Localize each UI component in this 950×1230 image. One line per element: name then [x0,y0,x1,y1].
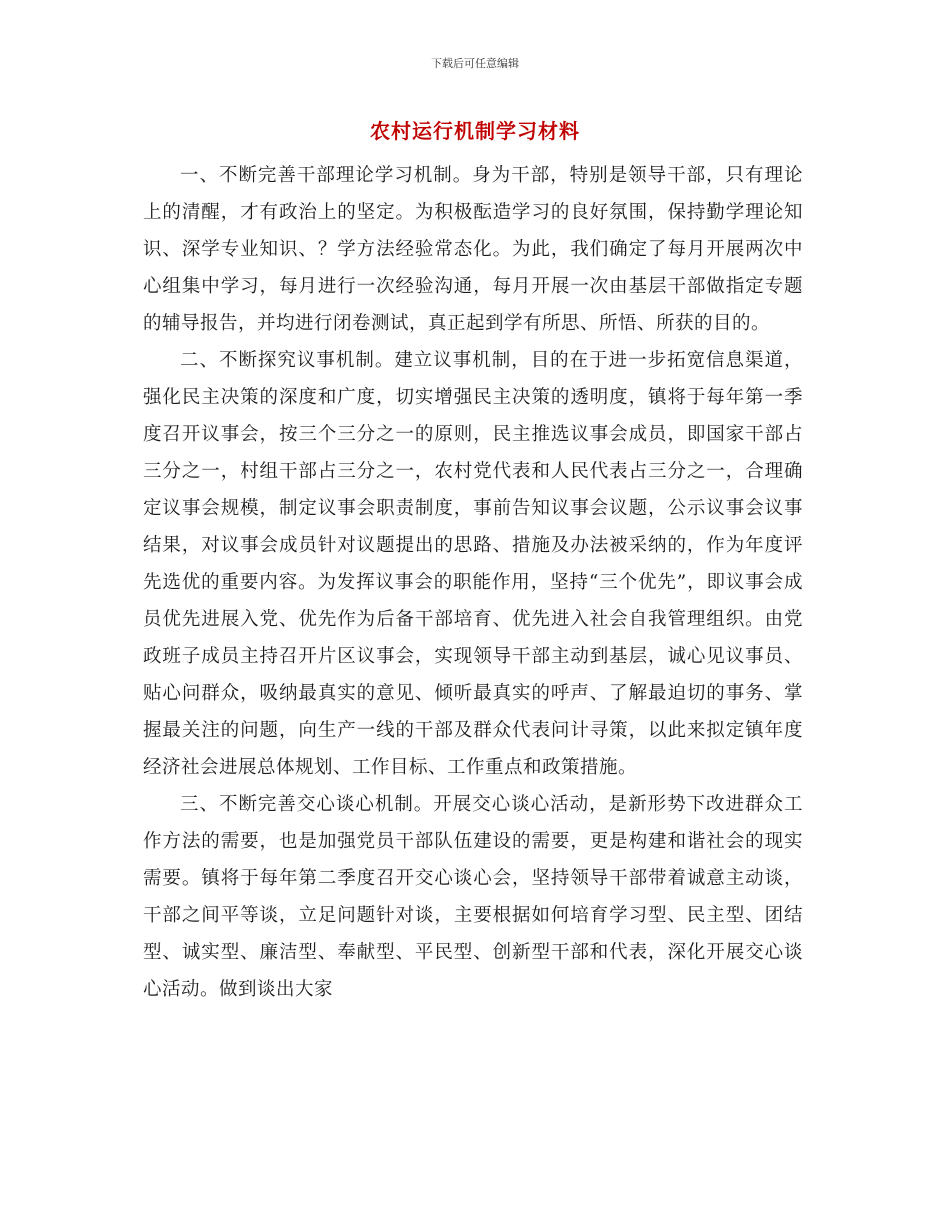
paragraph-deliberation-mechanism: 二、不断探究议事机制。建立议事机制，目的在于进一步拓宽信息渠道，强化民主决策的深度和广度，切实增强民主决策的透明度，镇将于每年第一季度召开议事会，按三个三分之一的原则，民主推选议事会成员，即国家干部占三分之一，村组干部占三分之一，农村党代表和人民代表占三分之一，合理确定议事会规模，制定议事会职责制度，事前告知议事会议题，公示议事会议事结果，对议事会成员针对议题提出的思路、措施及办法被采纳的，作为年度评先选优的重要内容。为发挥议事会的职能作用，坚持“三个优先”，即议事会成员优先进展入党、优先作为后备干部培育、优先进入社会自我管理组织。由党政班子成员主持召开片区议事会，实现领导干部主动到基层，诚心见议事员、贴心问群众，吸纳最真实的意见、倾听最真实的呼声、了解最迫切的事务、掌握最关注的问题，向生产一线的干部及群众代表问计寻策，以此来拟定镇年度经济社会进展总体规划、工作目标、工作重点和政策措施。 [143,350,803,778]
document-body [143,157,803,1008]
page-header-note: 下载后可任意编辑 [431,57,519,70]
paragraph-study-mechanism: 一、不断完善干部理论学习机制。身为干部，特别是领导干部，只有理论上的清醒，才有政治上的坚定。为积极酝造学习的良好氛围，保持勤学理论知识、深学专业知识、？学方法经验常态化。为此，我们确定了每月开展两次中心组集中学习，每月进行一次经验沟通，每月开展一次由基层干部做指定专题的辅导报告，并均进行闭卷测试，真正起到学有所思、所悟、所获的目的。 [143,165,803,334]
document-title: 农村运行机制学习材料 [370,119,580,143]
paragraph-heart-to-heart-mechanism: 三、不断完善交心谈心机制。开展交心谈心活动，是新形势下改进群众工作方法的需要，也是加强党员干部队伍建设的需要，更是构建和谐社会的现实需要。镇将于每年第二季度召开交心谈心会，坚持领导干部带着诚意主动谈，干部之间平等谈，立足问题针对谈，主要根据如何培育学习型、民主型、团结型、诚实型、廉洁型、奉献型、平民型、创新型干部和代表，深化开展交心谈心活动。做到谈出大家 [143,794,803,1000]
